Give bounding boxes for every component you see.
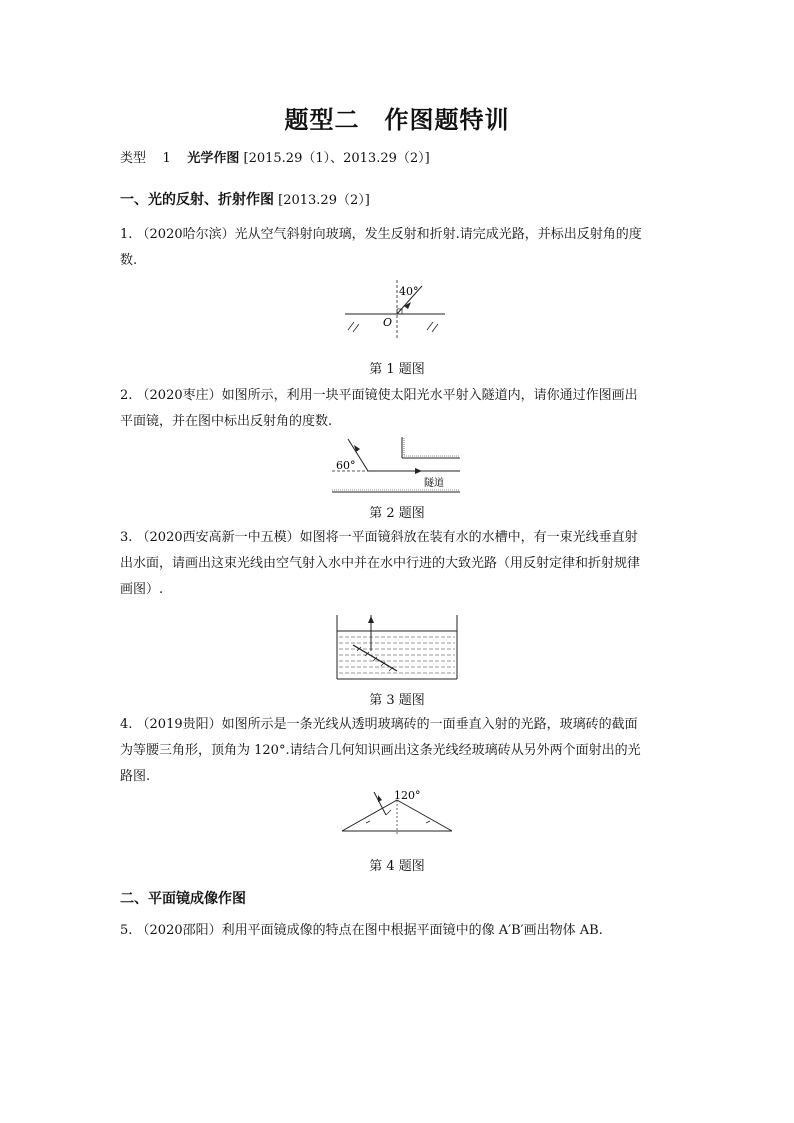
q1-figure [340,278,450,348]
type-line [120,146,680,172]
q1-text-line2: 数. [120,253,138,268]
q2-caption: 第 2 题图 [369,506,425,521]
q4-caption: 第 4 题图 [369,859,425,874]
section2-title: 二、平面镜成像作图 [120,891,246,907]
section2-heading [120,886,680,913]
type-name: 光学作图 [187,151,240,166]
type-reference: [2015.29（1）、2013.29（2）] [243,151,430,166]
q4-text-line1: 4. （2019贵阳）如图所示是一条光线从透明玻璃砖的一面垂直入射的光路，玻璃砖的截面 [120,717,638,732]
q1-text-line1: 1. （2020哈尔滨）光从空气斜射向玻璃，发生反射和折射.请完成光路，并标出反射角的度 [120,227,642,242]
q2-tunnel-label: 隧道 [424,478,444,489]
q2-text-line2: 平面镜，并在图中标出反射角的度数. [120,414,333,429]
page-title: 题型二 作图题特训 [284,106,510,134]
q3-text-line2: 出水面，请画出这束光线由空气射入水中并在水中行进的大致光路（用反射定律和折射规律 [120,556,641,571]
q4-figure [340,786,455,836]
q2-figure [330,434,465,496]
section1-heading [120,187,680,214]
q4-text-line2: 为等腰三角形，顶角为 120°.请结合几何知识画出这条光线经玻璃砖从另外两个面射出的光 [120,743,641,758]
q3-text-line3: 画图）. [120,582,164,597]
q3-text-line1: 3. （2020西安高新一中五模）如图将一平面镜斜放在装有水的水槽中，有一束光线垂直射 [120,530,638,545]
type-number: 1 [162,151,171,166]
q3-figure [335,613,460,683]
q1-caption: 第 1 题图 [369,362,425,377]
q3-caption: 第 3 题图 [369,693,425,708]
q1-angle-label: 40° [399,285,419,298]
q1-origin-label: O [383,316,393,329]
q4-angle-label: 120° [394,789,421,802]
q4-text-line3: 路图. [120,769,151,784]
section1-title: 一、光的反射、折射作图 [120,192,274,208]
type-label: 类型 [120,151,147,166]
q5-text-line1: 5. （2020邵阳）利用平面镜成像的特点在图中根据平面镜中的像 A′B′画出物体 AB. [120,923,603,938]
q2-text-line1: 2. （2020枣庄）如图所示，利用一块平面镜使太阳光水平射入隧道内，请你通过作图画出 [120,388,638,403]
section1-reference: [2013.29（2）] [278,193,370,208]
q2-angle-label: 60° [336,459,356,472]
